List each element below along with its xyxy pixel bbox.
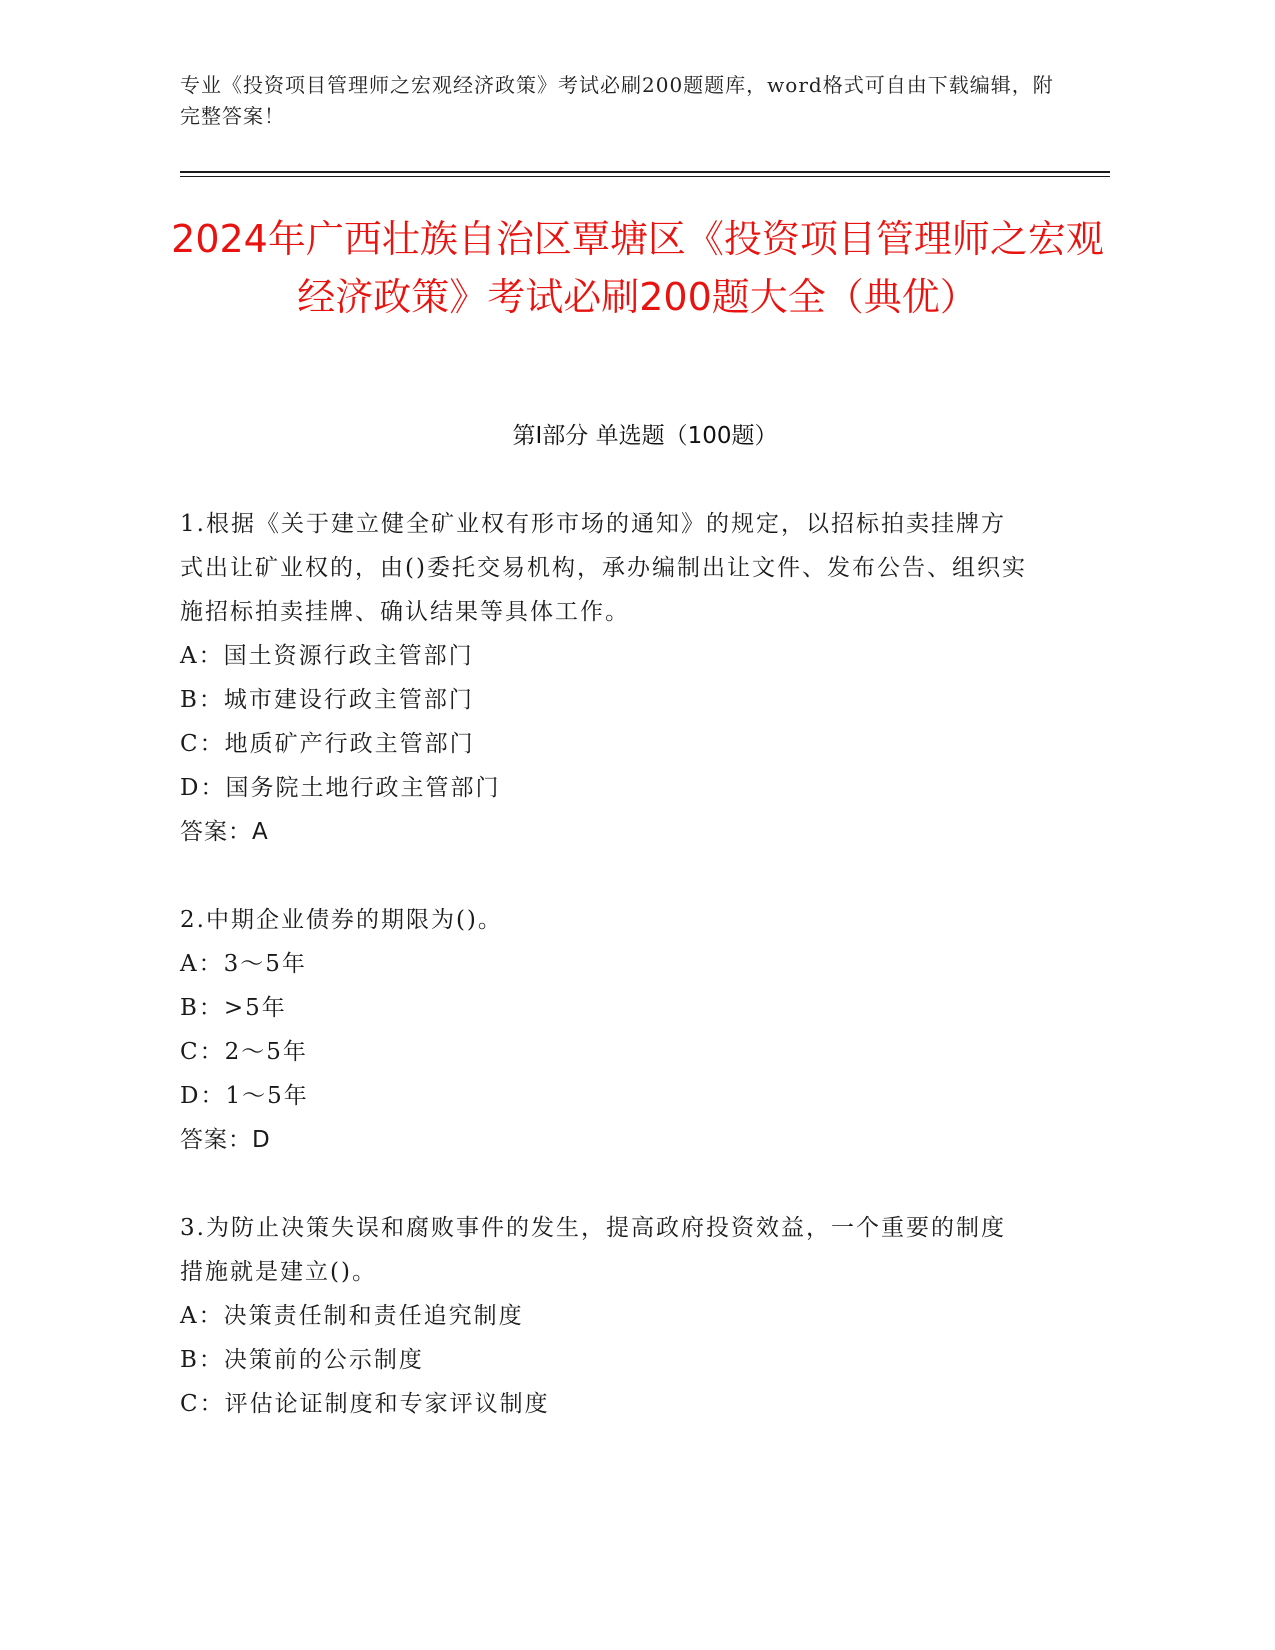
option-a: A：3～5年 (180, 951, 307, 977)
option-b: B：城市建设行政主管部门 (180, 687, 474, 713)
option-d: D：1～5年 (180, 1083, 309, 1109)
question-list (180, 502, 1030, 1470)
question-3 (180, 1206, 1030, 1426)
option-c: C：2～5年 (180, 1039, 308, 1065)
section-title: 第I部分 单选题（100题） (512, 423, 778, 449)
option-d: D：国务院土地行政主管部门 (180, 775, 501, 801)
option-b: B：决策前的公示制度 (180, 1347, 424, 1373)
option-a: A：国土资源行政主管部门 (180, 643, 474, 669)
option-c: C：评估论证制度和专家评议制度 (180, 1391, 550, 1417)
question-stem: 1.根据《关于建立健全矿业权有形市场的通知》的规定，以招标拍卖挂牌方式出让矿业权的，由()委托交易机构，承办编制出让文件、发布公告、组织实施招标拍卖挂牌、确认结果等具体工作。 (180, 511, 1027, 625)
answer: 答案：D (180, 1127, 271, 1153)
answer: 答案：A (180, 819, 269, 845)
option-b: B：>5年 (180, 995, 287, 1021)
question-1 (180, 502, 1030, 854)
header-rule-thin (180, 176, 1110, 177)
header-note: 专业《投资项目管理师之宏观经济政策》考试必刷200题题库，word格式可自由下载编辑，附完整答案！ (180, 73, 1054, 128)
question-stem: 2.中期企业债券的期限为()。 (180, 907, 503, 933)
question-stem: 3.为防止决策失误和腐败事件的发生，提高政府投资效益，一个重要的制度措施就是建立()。 (180, 1215, 1006, 1285)
document-title: 2024年广西壮族自治区覃塘区《投资项目管理师之宏观经济政策》考试必刷200题大全（典优） (171, 217, 1104, 319)
question-2 (180, 898, 1030, 1162)
option-c: C：地质矿产行政主管部门 (180, 731, 475, 757)
option-a: A：决策责任制和责任追究制度 (180, 1303, 524, 1329)
header-rule-thick (180, 171, 1110, 173)
